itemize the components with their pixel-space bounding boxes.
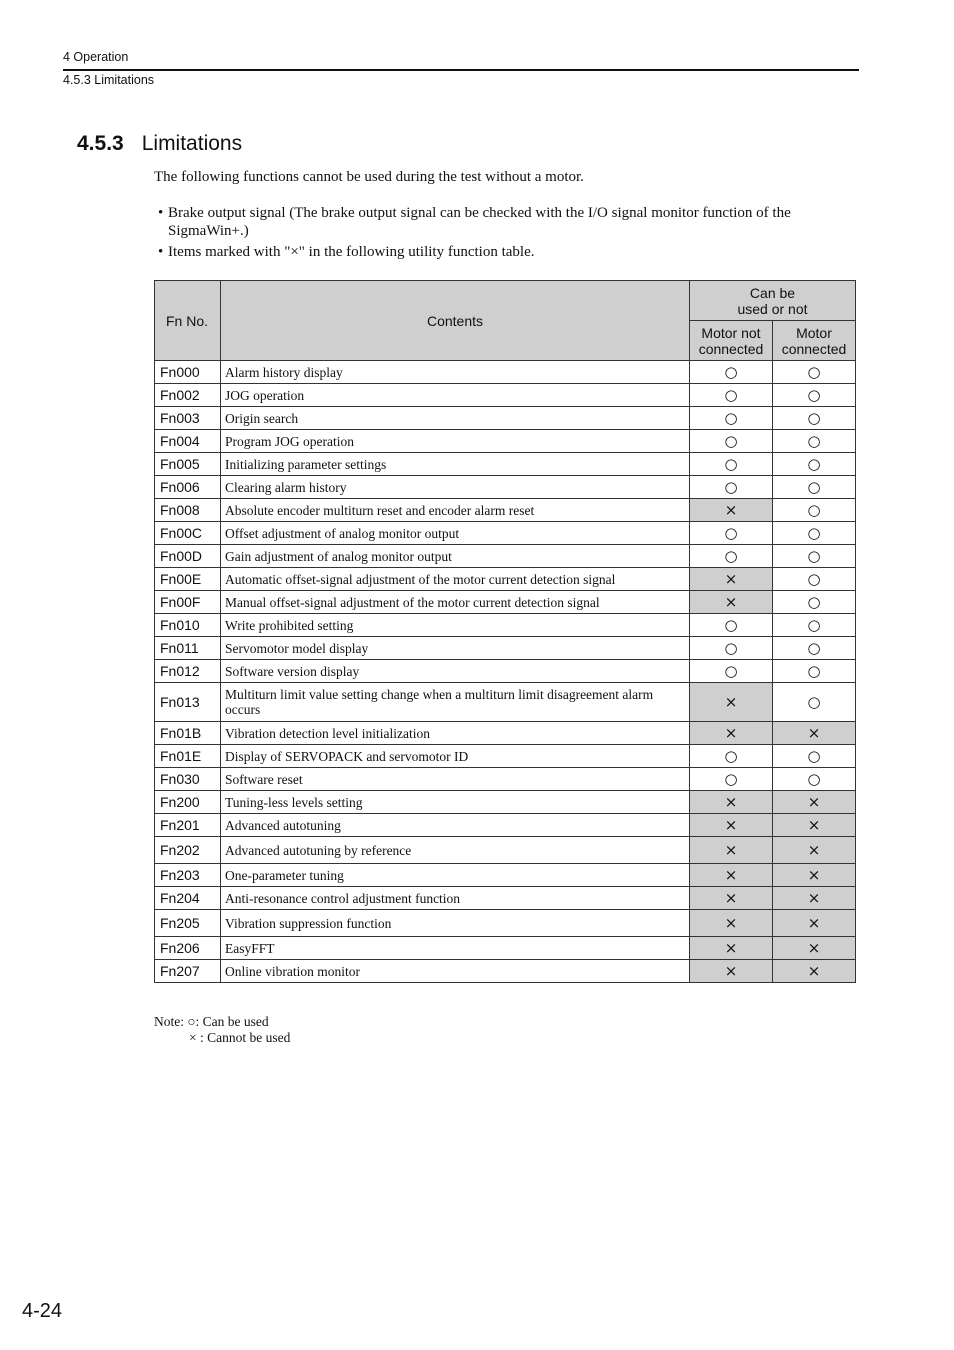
cell-motor-not-connected: × <box>690 814 773 837</box>
header-can-be-used: Can be used or not <box>690 281 856 321</box>
table-row <box>155 910 856 937</box>
cell-contents: Initializing parameter settings <box>221 453 690 476</box>
cell-fn-no: Fn00D <box>155 545 221 568</box>
cell-motor-connected: ○ <box>773 660 856 683</box>
cell-contents: Multiturn limit value setting change when a multiturn limit disagreement alarm occurs <box>221 683 690 722</box>
cell-contents: Automatic offset-signal adjustment of the motor current detection signal <box>221 568 690 591</box>
cell-fn-no: Fn010 <box>155 614 221 637</box>
cell-motor-not-connected: × <box>690 791 773 814</box>
cell-motor-connected: × <box>773 814 856 837</box>
cell-motor-connected: ○ <box>773 453 856 476</box>
cell-fn-no: Fn030 <box>155 768 221 791</box>
cell-motor-connected: ○ <box>773 545 856 568</box>
table-row <box>155 791 856 814</box>
cell-motor-not-connected: ○ <box>690 745 773 768</box>
cell-motor-not-connected: × <box>690 722 773 745</box>
table-row <box>155 476 856 499</box>
table-row <box>155 683 856 722</box>
cell-motor-not-connected: × <box>690 887 773 910</box>
cell-motor-connected: ○ <box>773 745 856 768</box>
cell-contents: Advanced autotuning by reference <box>221 837 690 864</box>
cell-contents: Servomotor model display <box>221 637 690 660</box>
table-note <box>154 1014 290 1046</box>
cell-fn-no: Fn200 <box>155 791 221 814</box>
bullet-list <box>158 204 860 264</box>
cell-fn-no: Fn206 <box>155 937 221 960</box>
cell-fn-no: Fn005 <box>155 453 221 476</box>
header-section: 4.5.3 Limitations <box>63 73 155 87</box>
cell-motor-not-connected: ○ <box>690 361 773 384</box>
cell-motor-connected: ○ <box>773 499 856 522</box>
cell-fn-no: Fn207 <box>155 960 221 983</box>
table-row <box>155 430 856 453</box>
bullet-text: Items marked with "×" in the following utility function table. <box>168 244 535 260</box>
cell-motor-connected: ○ <box>773 614 856 637</box>
note-line-cannot-be-used: × : Cannot be used <box>189 1030 291 1045</box>
table-row <box>155 614 856 637</box>
table-row <box>155 545 856 568</box>
cell-fn-no: Fn01E <box>155 745 221 768</box>
section-title-text: Limitations <box>141 132 243 155</box>
cell-fn-no: Fn000 <box>155 361 221 384</box>
page-number: 4-24 <box>22 1300 63 1322</box>
intro-paragraph: The following functions cannot be used during the test without a motor. <box>154 169 584 185</box>
cell-contents: Vibration suppression function <box>221 910 690 937</box>
cell-motor-connected: ○ <box>773 476 856 499</box>
header-chapter: 4 Operation <box>63 50 129 64</box>
cell-fn-no: Fn01B <box>155 722 221 745</box>
cell-contents: EasyFFT <box>221 937 690 960</box>
cell-contents: Software version display <box>221 660 690 683</box>
cell-motor-not-connected: × <box>690 937 773 960</box>
table-row <box>155 837 856 864</box>
section-title <box>77 132 242 156</box>
cell-motor-connected: ○ <box>773 430 856 453</box>
cell-motor-not-connected: ○ <box>690 453 773 476</box>
cell-contents: Clearing alarm history <box>221 476 690 499</box>
cell-fn-no: Fn202 <box>155 837 221 864</box>
table-row <box>155 407 856 430</box>
cell-fn-no: Fn002 <box>155 384 221 407</box>
cell-contents: Absolute encoder multiturn reset and encoder alarm reset <box>221 499 690 522</box>
cell-fn-no: Fn205 <box>155 910 221 937</box>
cell-motor-not-connected: ○ <box>690 407 773 430</box>
cell-motor-connected: ○ <box>773 683 856 722</box>
table-row <box>155 637 856 660</box>
table-row <box>155 722 856 745</box>
cell-motor-connected: ○ <box>773 637 856 660</box>
cell-motor-not-connected: ○ <box>690 768 773 791</box>
table-row <box>155 887 856 910</box>
header-fn-no: Fn No. <box>155 281 221 361</box>
cell-motor-connected: ○ <box>773 361 856 384</box>
cell-motor-not-connected: × <box>690 499 773 522</box>
bullet-dot-icon: • <box>158 205 164 221</box>
cell-motor-not-connected: × <box>690 683 773 722</box>
cell-fn-no: Fn006 <box>155 476 221 499</box>
cell-motor-connected: ○ <box>773 522 856 545</box>
cell-motor-connected: ○ <box>773 407 856 430</box>
cell-contents: Manual offset-signal adjustment of the motor current detection signal <box>221 591 690 614</box>
table-row <box>155 660 856 683</box>
bullet-item <box>158 243 860 261</box>
cell-contents: Advanced autotuning <box>221 814 690 837</box>
table-row <box>155 522 856 545</box>
cell-fn-no: Fn013 <box>155 683 221 722</box>
cell-contents: Origin search <box>221 407 690 430</box>
table-row <box>155 814 856 837</box>
header-rule <box>63 69 859 71</box>
table-row <box>155 384 856 407</box>
cell-fn-no: Fn008 <box>155 499 221 522</box>
cell-contents: Tuning-less levels setting <box>221 791 690 814</box>
table-row <box>155 745 856 768</box>
cell-contents: Anti-resonance control adjustment function <box>221 887 690 910</box>
cell-motor-not-connected: × <box>690 568 773 591</box>
table-row <box>155 568 856 591</box>
cell-motor-not-connected: ○ <box>690 614 773 637</box>
cell-motor-connected: ○ <box>773 384 856 407</box>
cell-motor-connected: × <box>773 910 856 937</box>
table-row <box>155 453 856 476</box>
bullet-text: Brake output signal (The brake output signal can be checked with the I/O signal monitor function of the SigmaWin+.) <box>168 205 791 239</box>
cell-motor-connected: × <box>773 960 856 983</box>
cell-motor-connected: × <box>773 864 856 887</box>
cell-motor-connected: × <box>773 937 856 960</box>
cell-contents: JOG operation <box>221 384 690 407</box>
cell-fn-no: Fn204 <box>155 887 221 910</box>
cell-motor-connected: × <box>773 887 856 910</box>
section-number: 4.5.3 <box>77 132 124 155</box>
header-contents: Contents <box>221 281 690 361</box>
cell-contents: Program JOG operation <box>221 430 690 453</box>
cell-fn-no: Fn012 <box>155 660 221 683</box>
cell-motor-not-connected: ○ <box>690 476 773 499</box>
table-body <box>155 361 856 983</box>
note-line-can-be-used: Note: ○: Can be used <box>154 1014 269 1029</box>
table-row <box>155 361 856 384</box>
cell-contents: Gain adjustment of analog monitor output <box>221 545 690 568</box>
cell-fn-no: Fn00F <box>155 591 221 614</box>
cell-fn-no: Fn203 <box>155 864 221 887</box>
cell-contents: Online vibration monitor <box>221 960 690 983</box>
bullet-item <box>158 204 860 240</box>
bullet-dot-icon: • <box>158 244 164 260</box>
cell-motor-not-connected: × <box>690 960 773 983</box>
cell-fn-no: Fn011 <box>155 637 221 660</box>
cell-fn-no: Fn003 <box>155 407 221 430</box>
table-row <box>155 768 856 791</box>
table-row <box>155 864 856 887</box>
cell-motor-not-connected: ○ <box>690 637 773 660</box>
header-motor-not-connected: Motor not connected <box>690 321 773 361</box>
cell-motor-connected: × <box>773 837 856 864</box>
cell-fn-no: Fn201 <box>155 814 221 837</box>
cell-contents: Software reset <box>221 768 690 791</box>
table-row <box>155 960 856 983</box>
table-row <box>155 937 856 960</box>
cell-fn-no: Fn004 <box>155 430 221 453</box>
cell-motor-connected: ○ <box>773 768 856 791</box>
cell-motor-connected: ○ <box>773 591 856 614</box>
cell-fn-no: Fn00C <box>155 522 221 545</box>
cell-contents: Display of SERVOPACK and servomotor ID <box>221 745 690 768</box>
cell-contents: Offset adjustment of analog monitor output <box>221 522 690 545</box>
cell-contents: Vibration detection level initialization <box>221 722 690 745</box>
cell-motor-not-connected: ○ <box>690 430 773 453</box>
table-row <box>155 499 856 522</box>
header-motor-connected: Motor connected <box>773 321 856 361</box>
cell-contents: Write prohibited setting <box>221 614 690 637</box>
cell-motor-not-connected: × <box>690 910 773 937</box>
cell-motor-not-connected: ○ <box>690 545 773 568</box>
cell-motor-not-connected: × <box>690 864 773 887</box>
table-row <box>155 591 856 614</box>
cell-contents: Alarm history display <box>221 361 690 384</box>
cell-motor-not-connected: × <box>690 591 773 614</box>
cell-motor-connected: × <box>773 722 856 745</box>
cell-motor-not-connected: ○ <box>690 660 773 683</box>
utility-function-table <box>154 280 856 983</box>
cell-motor-not-connected: ○ <box>690 384 773 407</box>
cell-contents: One-parameter tuning <box>221 864 690 887</box>
cell-motor-not-connected: ○ <box>690 522 773 545</box>
cell-fn-no: Fn00E <box>155 568 221 591</box>
cell-motor-not-connected: × <box>690 837 773 864</box>
cell-motor-connected: ○ <box>773 568 856 591</box>
cell-motor-connected: × <box>773 791 856 814</box>
